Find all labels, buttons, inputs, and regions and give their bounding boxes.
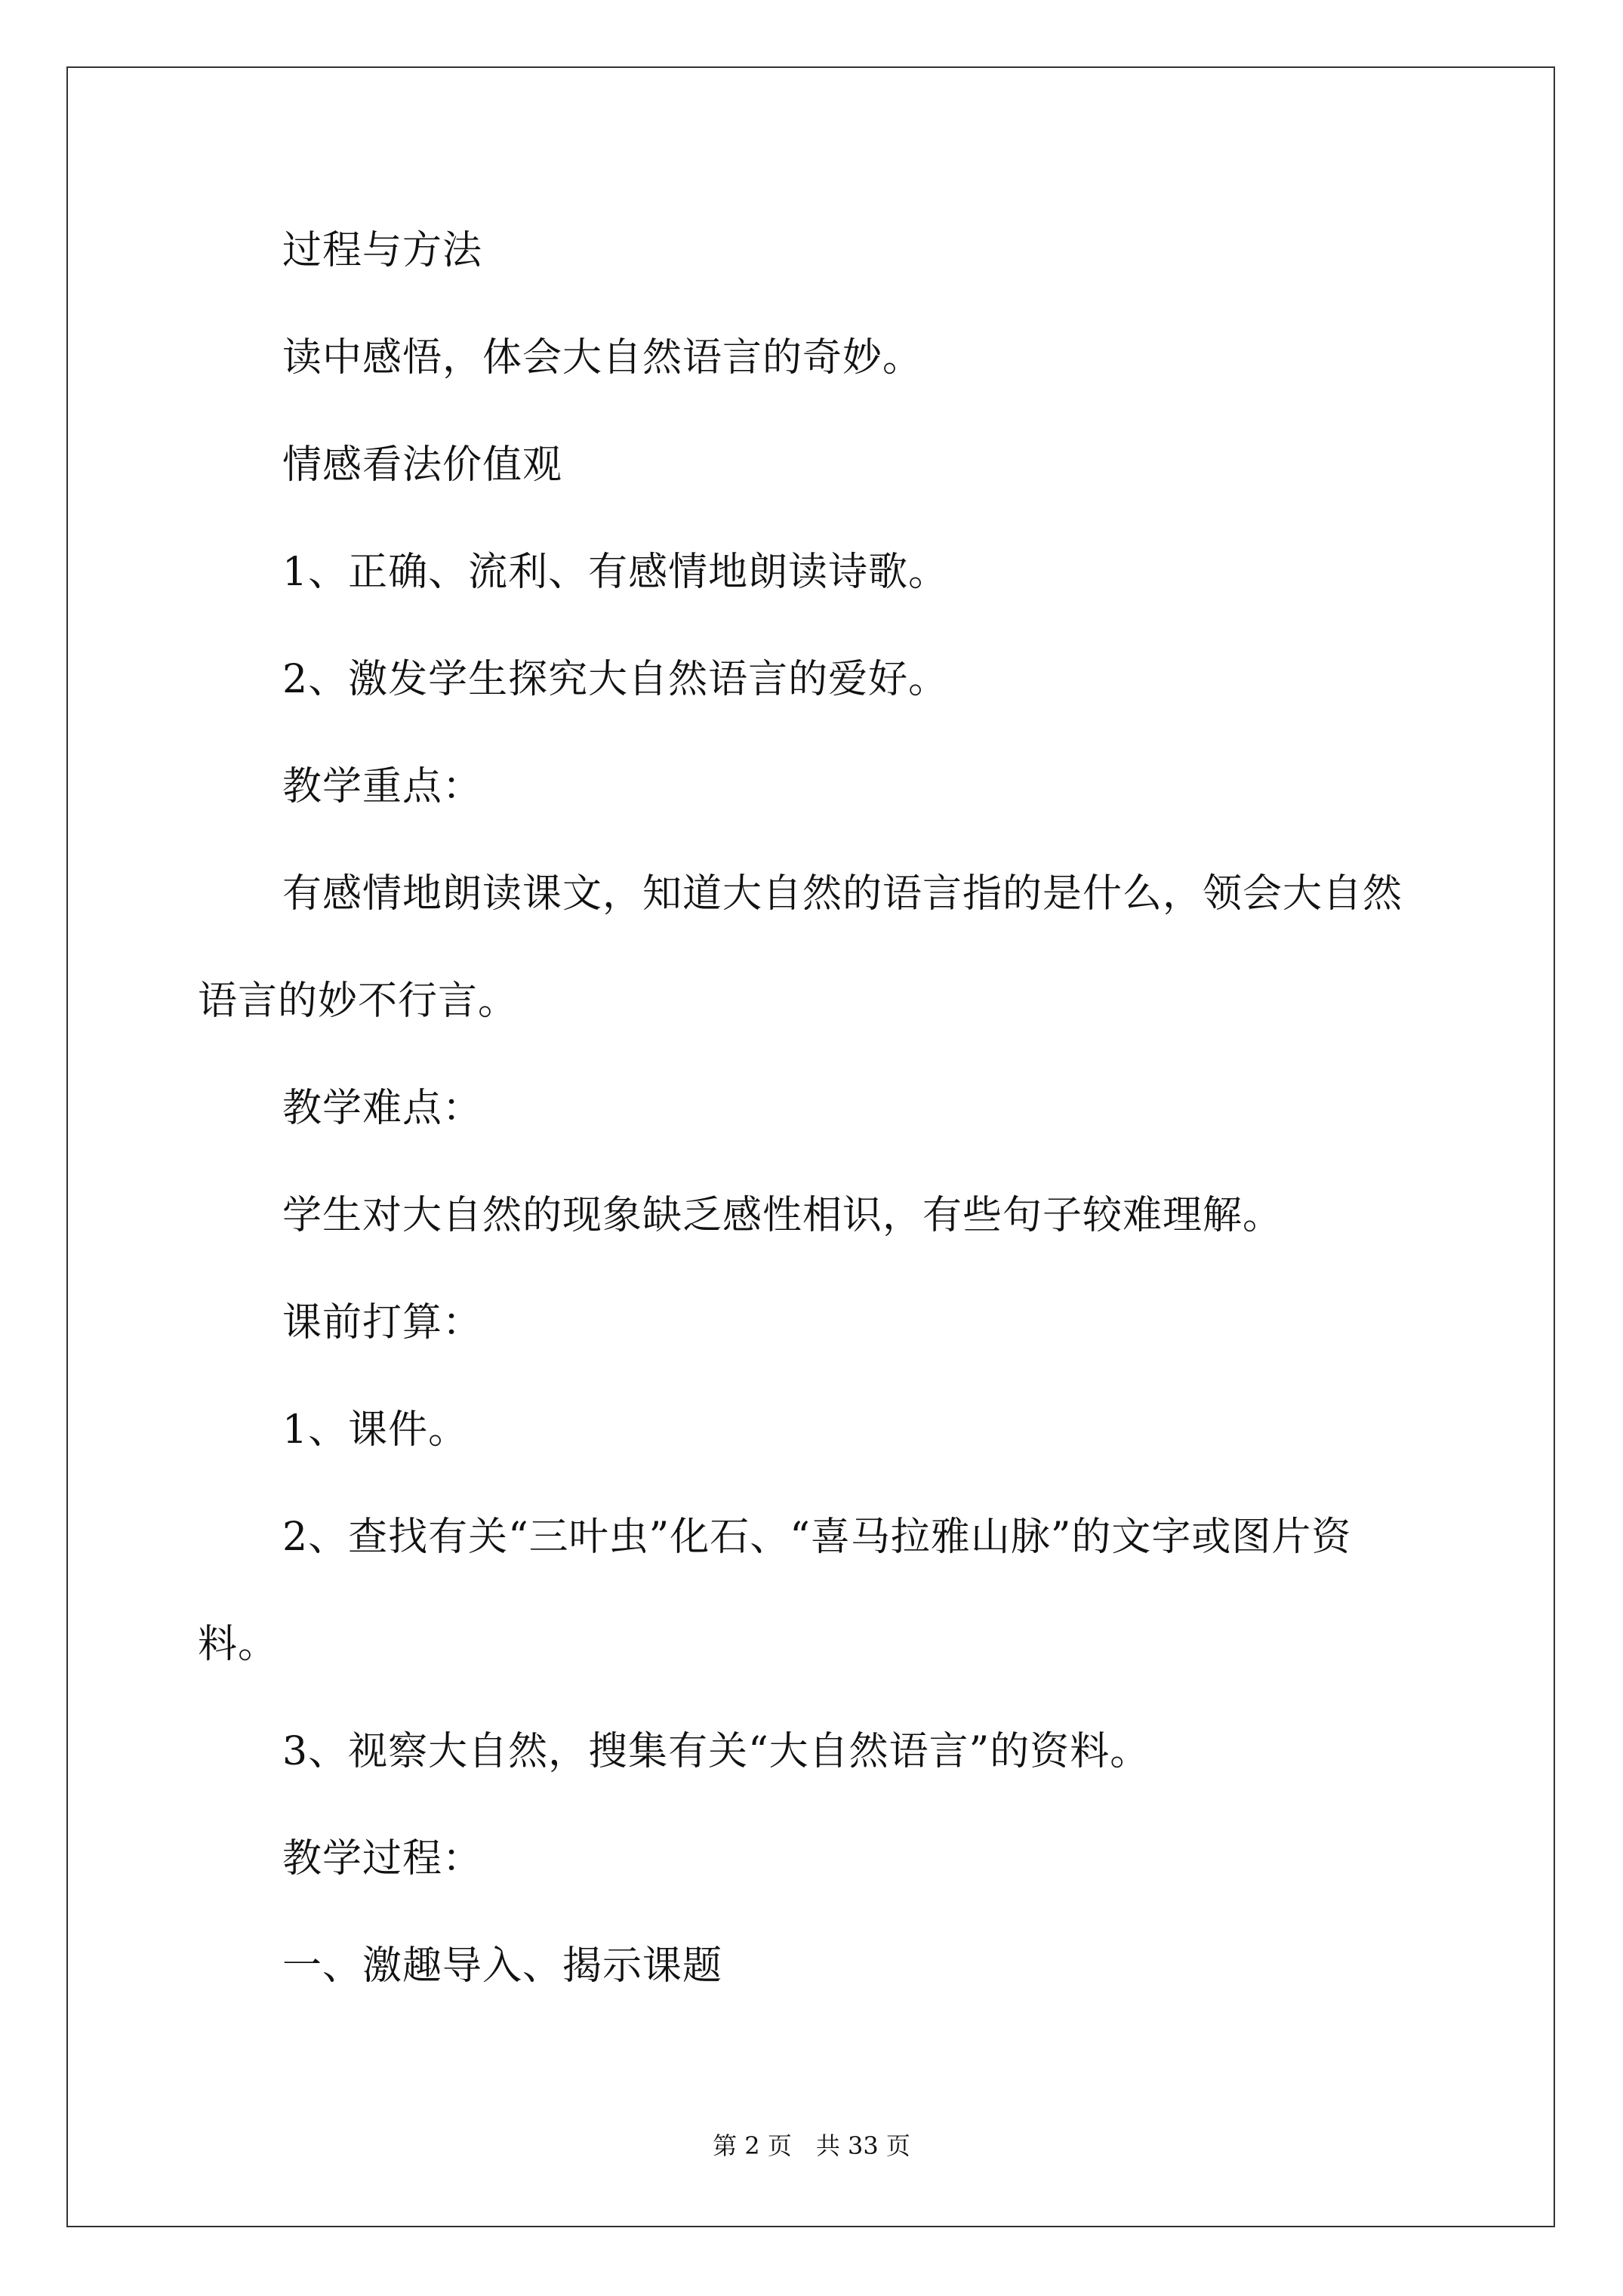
text-line-16: 教学过程： [282, 1836, 483, 1881]
text-line-11: 课前打算： [282, 1300, 483, 1345]
page-border [66, 66, 1555, 2227]
text-line-13: 2、查找有关“三叶虫”化石、“喜马拉雅山脉”的文字或图片资 [282, 1515, 1352, 1560]
text-line-2: 读中感悟，体会大自然语言的奇妙。 [282, 335, 923, 381]
text-line-12: 1、课件。 [282, 1407, 469, 1453]
text-line-9: 教学难点： [282, 1086, 483, 1131]
text-line-8: 语言的妙不行言。 [198, 978, 519, 1024]
text-line-1: 过程与方法 [282, 228, 483, 273]
text-line-5: 2、激发学生探究大自然语言的爱好。 [282, 657, 949, 702]
text-line-6: 教学重点： [282, 764, 483, 809]
text-line-15: 3、视察大自然，搜集有关“大自然语言”的资料。 [282, 1729, 1150, 1774]
text-line-3: 情感看法价值观 [282, 442, 563, 488]
text-line-10: 学生对大自然的现象缺乏感性相识，有些句子较难理解。 [282, 1193, 1283, 1238]
page-number-footer: 第 2 页 共 33 页 [713, 2131, 910, 2160]
text-line-14: 料。 [198, 1622, 279, 1667]
text-line-17: 一、激趣导入、揭示课题 [282, 1943, 723, 1989]
text-line-4: 1、正确、流利、有感情地朗读诗歌。 [282, 550, 949, 595]
text-line-7: 有感情地朗读课文，知道大自然的语言指的是什么，领会大自然 [282, 871, 1403, 917]
